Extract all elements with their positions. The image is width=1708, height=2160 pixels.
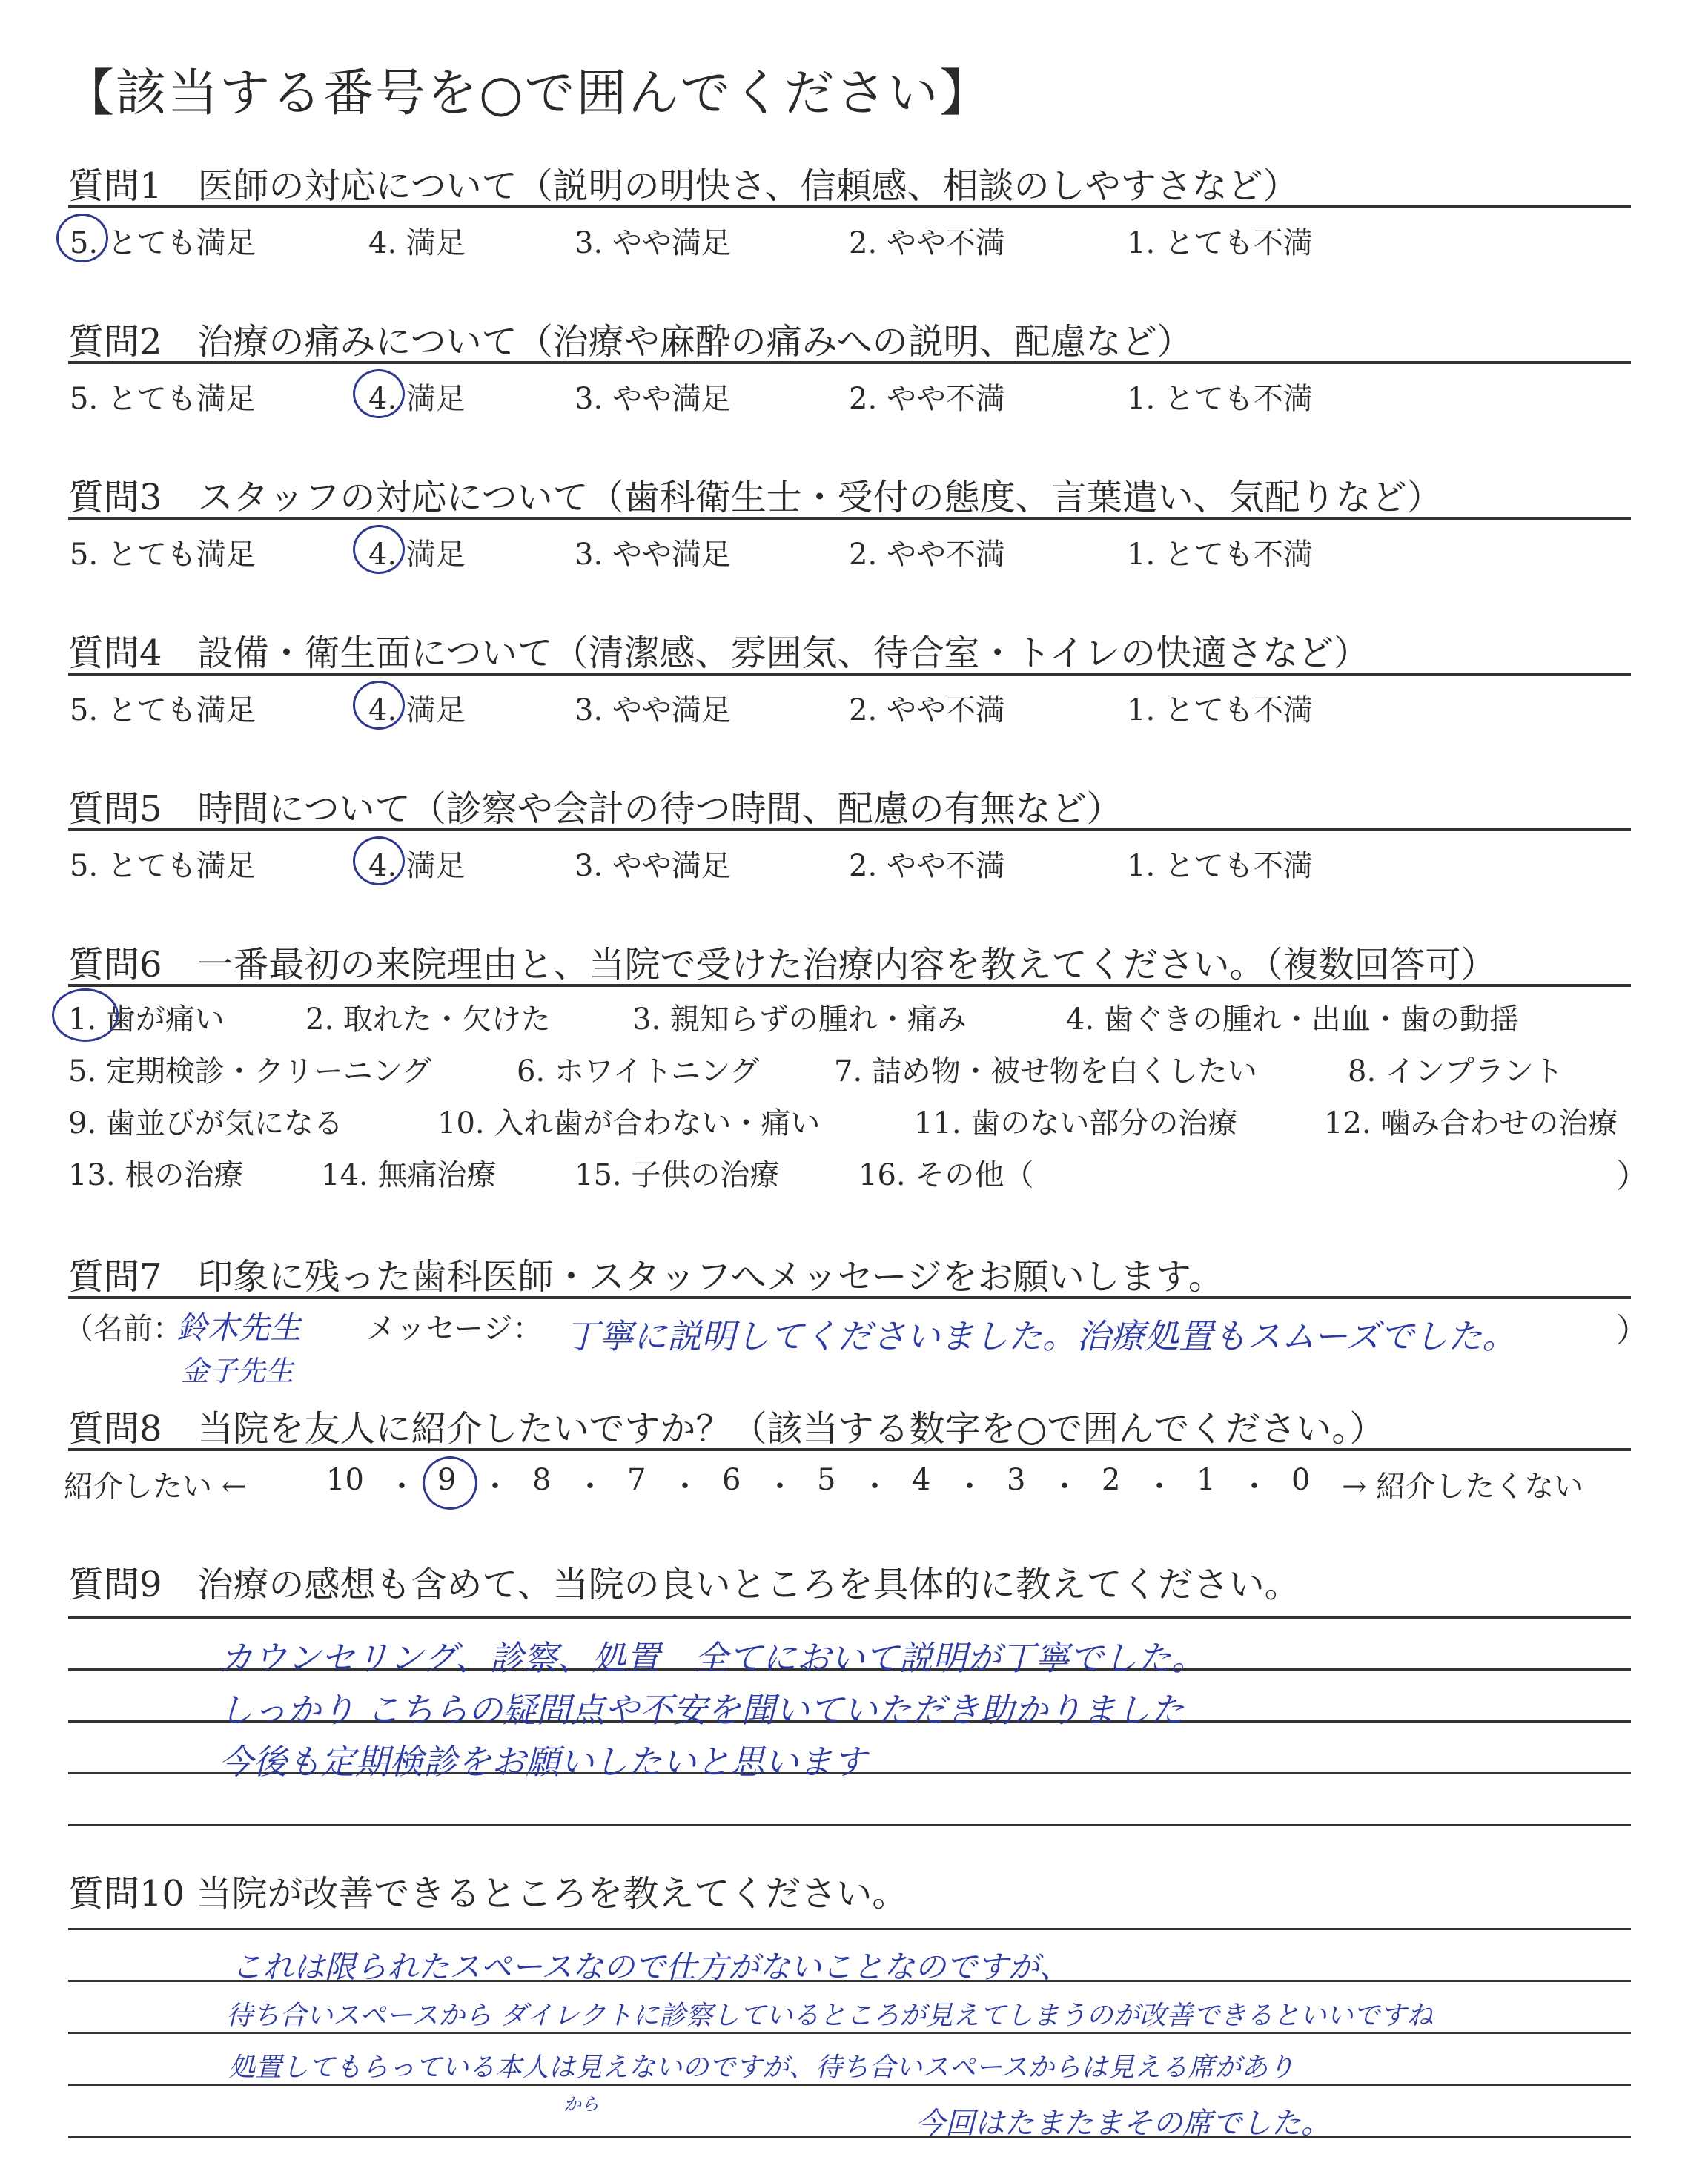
divider [68,361,1631,364]
selection-circle [353,836,405,885]
question-5-title: 質問5 時間について（診察や会計の待つ時間、配慮の有無など） [68,788,1122,830]
handwritten-name-2: 金子先生 [181,1355,294,1387]
handwritten-answer-line: これは限られたスペースなので仕方がないことなのですが、 [231,1949,1070,1985]
divider [68,517,1631,520]
question-9-title: 質問9 治療の感想も含めて、当院の良いところを具体的に教えてください。 [68,1564,1300,1605]
option-2[interactable]: 2. やや不満 [849,226,1005,260]
option-5[interactable]: 5. とても満足 [70,538,256,572]
option-1[interactable]: 1. とても不満 [1127,538,1313,572]
option-2[interactable]: 2. やや不満 [849,849,1005,883]
divider [68,984,1631,987]
selection-circle [353,681,405,730]
option-3[interactable]: 3. やや満足 [575,693,731,727]
q6-option-1[interactable]: 1. 歯が痛い [68,1003,225,1037]
handwritten-insertion: から [563,2094,599,2115]
option-1[interactable]: 1. とても不満 [1127,693,1313,727]
score-6[interactable]: 6 [722,1463,741,1497]
name-label: （名前： [64,1312,182,1346]
separator-dot: ・ [1145,1470,1174,1504]
score-4[interactable]: 4 [912,1463,931,1497]
q6-option-9[interactable]: 9. 歯並びが気になる [68,1106,343,1140]
question-6-title: 質問6 一番最初の来院理由と、当院で受けた治療内容を教えてください。（複数回答可） [68,944,1497,985]
handwritten-answer-line: しっかり こちらの疑問点や不安を聞いていただき助かりました [219,1690,1185,1730]
question-7-title: 質問7 印象に残った歯科医師・スタッフへメッセージをお願いします。 [68,1256,1224,1298]
option-1[interactable]: 1. とても不満 [1127,382,1313,416]
separator-dot: ・ [1239,1470,1269,1504]
recommend-right-label: → 紹介したくない [1342,1470,1584,1504]
option-5[interactable]: 5. とても満足 [70,693,256,727]
separator-dot: ・ [480,1470,510,1504]
q6-option-3[interactable]: 3. 親知らずの腫れ・痛み [632,1003,967,1037]
divider [68,1296,1631,1299]
separator-dot: ・ [575,1470,605,1504]
q6-option-13[interactable]: 13. 根の治療 [68,1158,244,1192]
score-9[interactable]: 9 [437,1463,457,1497]
option-4[interactable]: 4. 満足 [368,538,466,572]
divider [68,673,1631,676]
option-4[interactable]: 4. 満足 [368,226,466,260]
selection-circle [52,988,119,1042]
option-3[interactable]: 3. やや満足 [575,849,731,883]
selection-circle [353,525,405,574]
divider [68,1448,1631,1451]
score-10[interactable]: 10 [326,1463,364,1497]
selection-circle [423,1456,477,1510]
q6-option-12[interactable]: 12. 噛み合わせの治療 [1324,1106,1618,1140]
option-1[interactable]: 1. とても不満 [1127,849,1313,883]
q6-option-7[interactable]: 7. 詰め物・被せ物を白くしたい [834,1054,1257,1089]
message-label: メッセージ： [366,1312,543,1346]
page-title: 【該当する番号を○で囲んでください】 [64,65,992,123]
recommend-left-label: 紹介したい ← [64,1470,247,1504]
q6-option-8[interactable]: 8. インプラント [1348,1054,1563,1089]
option-1[interactable]: 1. とても不満 [1127,226,1313,260]
handwritten-answer-line: 待ち合いスペースから ダイレクトに診察しているところが見えてしまうのが改善できるといいですね [226,2001,1434,2031]
q6-option-6[interactable]: 6. ホワイトニング [517,1054,760,1089]
separator-dot: ・ [860,1470,890,1504]
question-8-title: 質問8 当院を友人に紹介したいですか？（該当する数字を○で囲んでください。） [68,1408,1386,1450]
option-3[interactable]: 3. やや満足 [575,382,731,416]
question-3-title: 質問3 スタッフの対応について（歯科衛生士・受付の態度、言葉遣い、気配りなど） [68,477,1443,518]
score-1[interactable]: 1 [1196,1463,1216,1497]
answer-line [68,1616,1631,1619]
handwritten-name-1: 鈴木先生 [176,1309,302,1346]
option-5[interactable]: 5. とても満足 [70,226,256,260]
q6-option-4[interactable]: 4. 歯ぐきの腫れ・出血・歯の動揺 [1066,1003,1519,1037]
q6-other-close-paren: ） [1616,1157,1649,1195]
separator-dot: ・ [387,1470,417,1504]
handwritten-answer-line: カウンセリング、診察、処置 全てにおいて説明が丁寧でした。 [219,1638,1206,1678]
option-3[interactable]: 3. やや満足 [575,226,731,260]
option-2[interactable]: 2. やや不満 [849,382,1005,416]
question-2-title: 質問2 治療の痛みについて（治療や麻酔の痛みへの説明、配慮など） [68,321,1193,363]
question-10-title: 質問10 当院が改善できるところを教えてください。 [68,1873,908,1915]
separator-dot: ・ [765,1470,795,1504]
selection-circle [56,214,108,262]
option-5[interactable]: 5. とても満足 [70,382,256,416]
question-4-title: 質問4 設備・衛生面について（清潔感、雰囲気、待合室・トイレの快適さなど） [68,633,1370,674]
answer-line [68,1928,1631,1930]
option-3[interactable]: 3. やや満足 [575,538,731,572]
question-1-title: 質問1 医師の対応について（説明の明快さ、信頼感、相談のしやすさなど） [68,165,1299,207]
option-2[interactable]: 2. やや不満 [849,538,1005,572]
divider [68,828,1631,831]
separator-dot: ・ [955,1470,984,1504]
q6-option-2[interactable]: 2. 取れた・欠けた [305,1003,551,1037]
q6-option-16[interactable]: 16. その他（ [858,1158,1034,1192]
q6-option-15[interactable]: 15. 子供の治療 [575,1158,780,1192]
q6-option-5[interactable]: 5. 定期検診・クリーニング [68,1054,432,1089]
q6-option-11[interactable]: 11. 歯のない部分の治療 [914,1106,1238,1140]
option-5[interactable]: 5. とても満足 [70,849,256,883]
handwritten-message: 丁寧に説明してくださいました。治療処置もスムーズでした。 [565,1316,1517,1356]
option-4[interactable]: 4. 満足 [368,382,466,416]
option-2[interactable]: 2. やや不満 [849,693,1005,727]
option-4[interactable]: 4. 満足 [368,693,466,727]
divider [68,205,1631,208]
answer-line [68,2136,1631,2138]
q7-close-paren: ） [1616,1312,1649,1350]
q6-option-10[interactable]: 10. 入れ歯が合わない・痛い [437,1106,821,1140]
option-4[interactable]: 4. 満足 [368,849,466,883]
handwritten-answer-line: 今回はたまたまその席でした。 [916,2107,1331,2141]
q6-option-14[interactable]: 14. 無痛治療 [321,1158,497,1192]
separator-dot: ・ [1050,1470,1079,1504]
score-3[interactable]: 3 [1007,1463,1026,1497]
selection-circle [353,369,405,418]
handwritten-answer-line: 今後も定期検診をお願いしたいと思います [219,1742,867,1782]
score-0[interactable]: 0 [1291,1463,1311,1497]
score-8[interactable]: 8 [532,1463,552,1497]
answer-line [68,1824,1631,1826]
separator-dot: ・ [670,1470,700,1504]
score-2[interactable]: 2 [1102,1463,1121,1497]
score-5[interactable]: 5 [817,1463,836,1497]
score-7[interactable]: 7 [627,1463,646,1497]
handwritten-answer-line: 処置してもらっている本人は見えないのですが、待ち合いスペースからは見える席があり [228,2052,1295,2083]
